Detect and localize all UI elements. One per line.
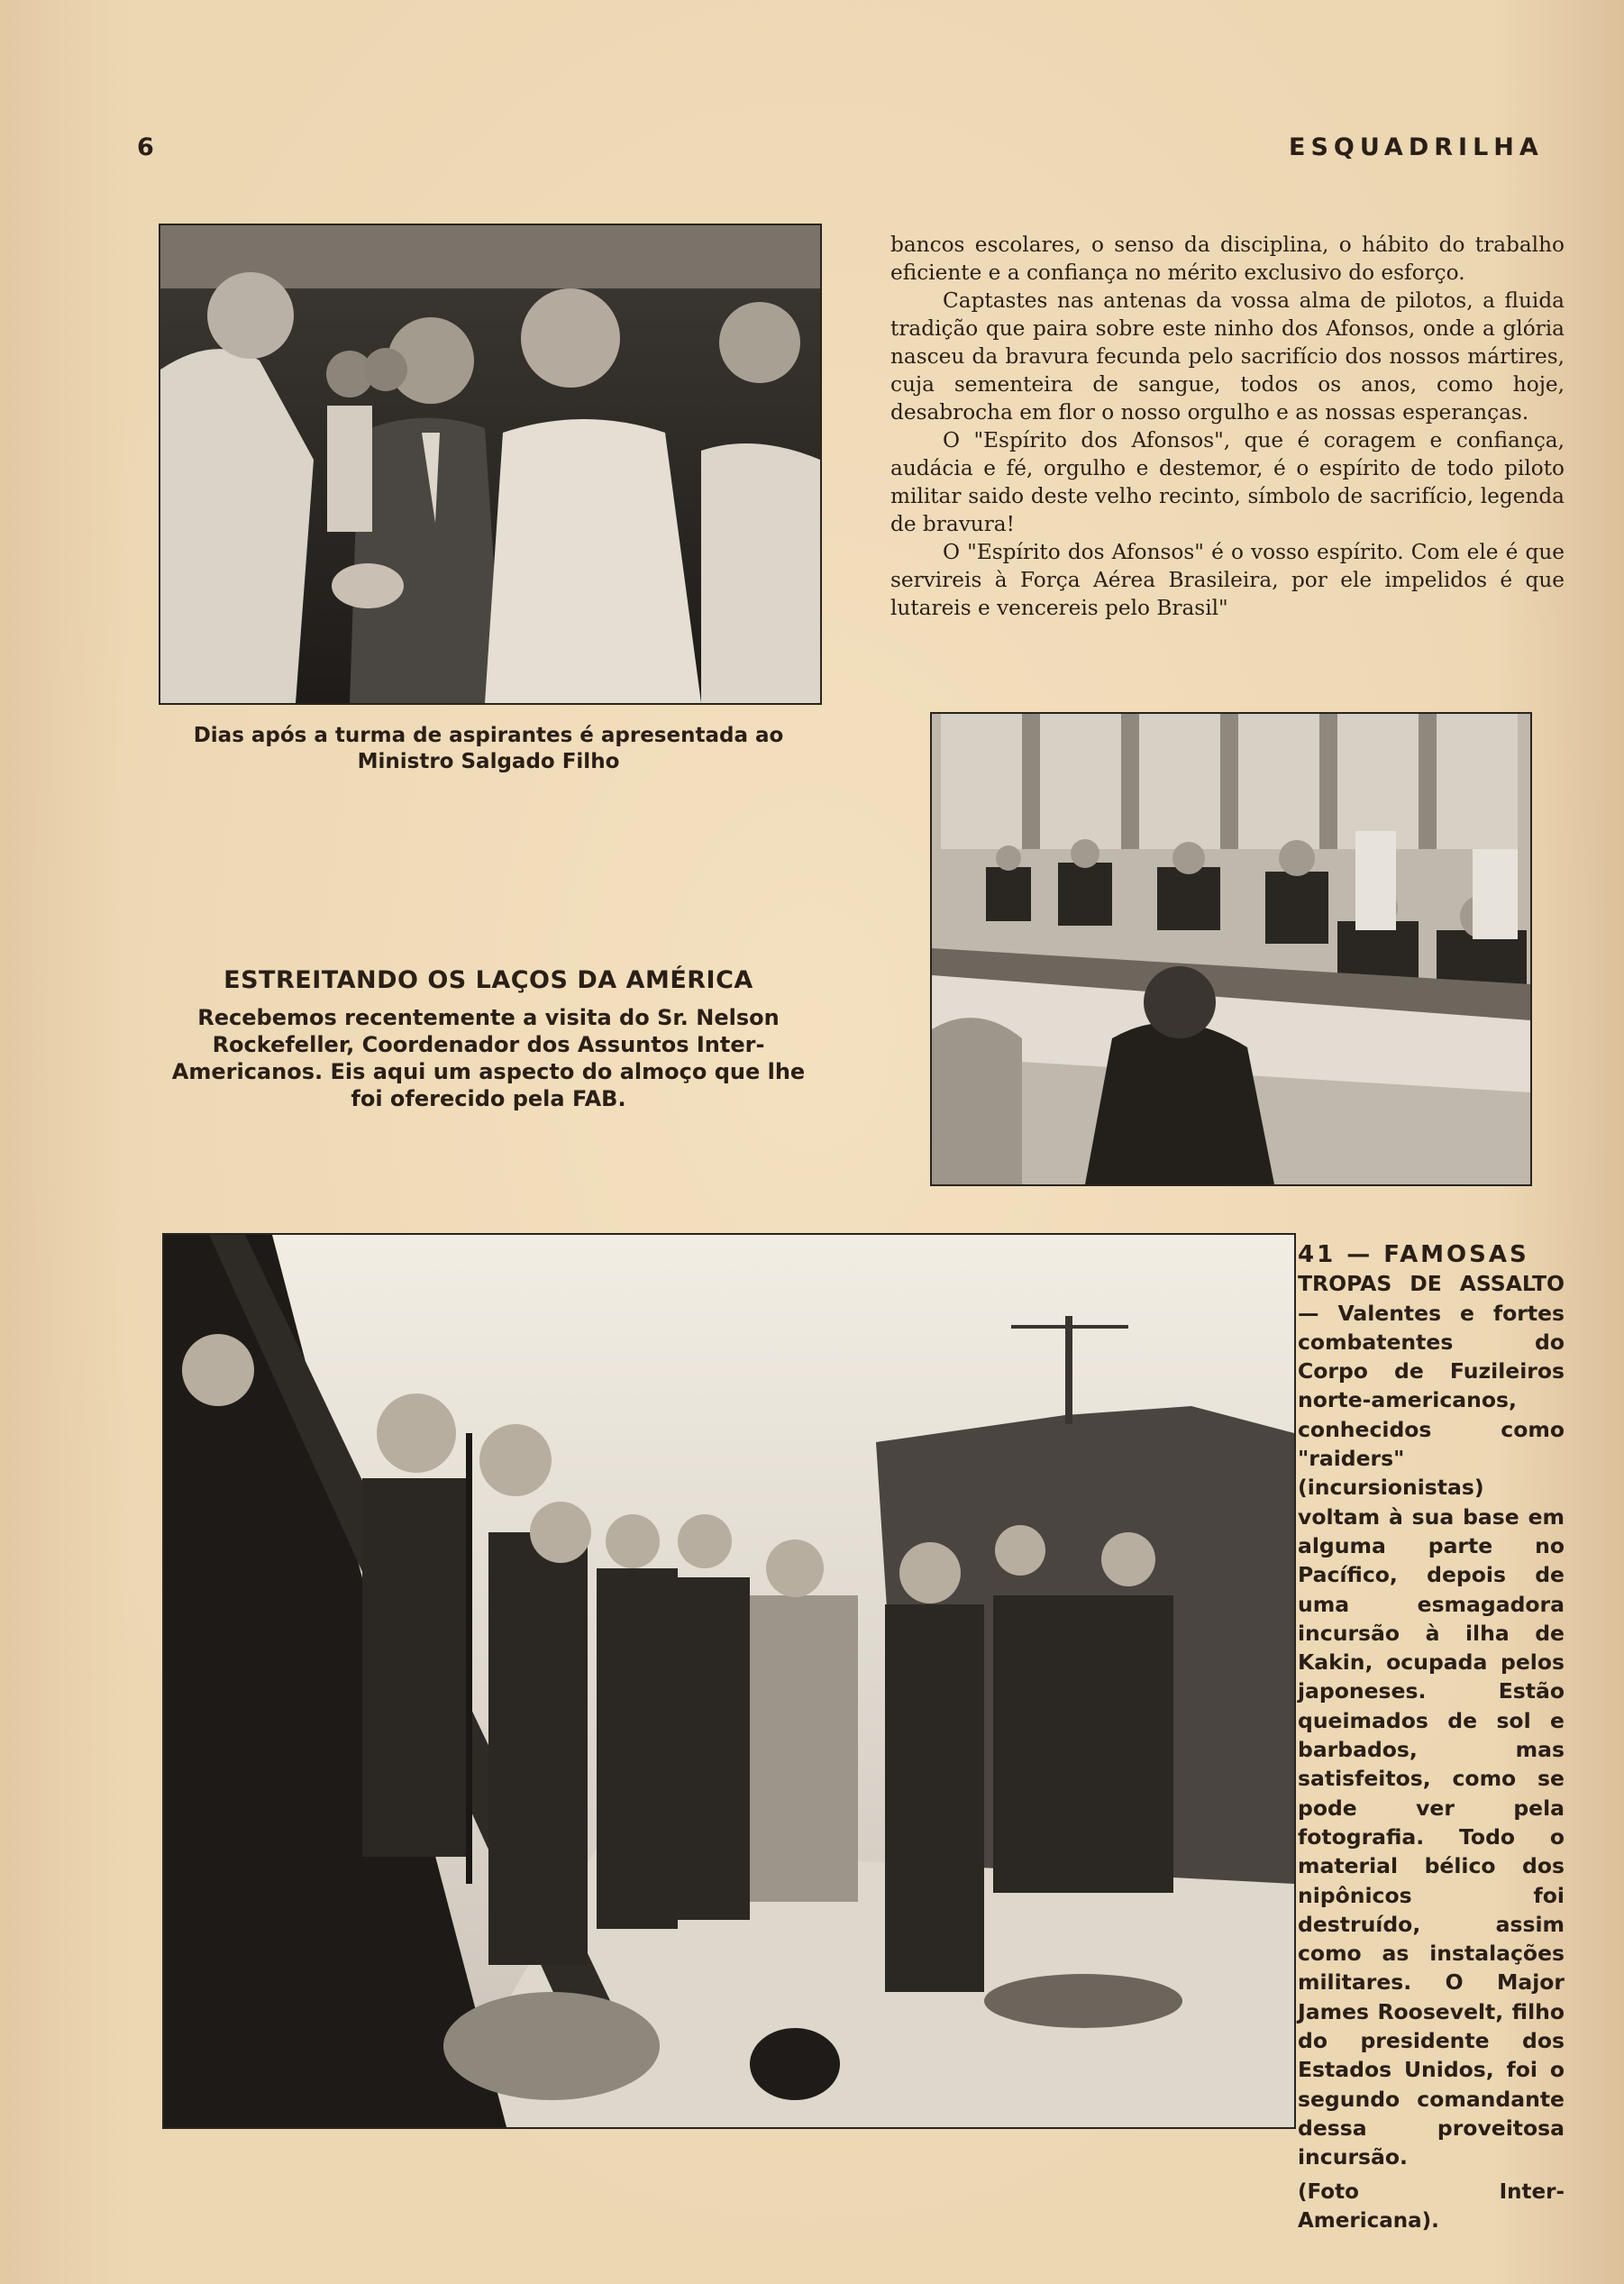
marines-caption-heading: TROPAS DE ASSALTO — (1298, 1271, 1565, 1326)
marines-caption-text: Valentes e fortes combatentes do Corpo de Fuzileiros norte-americanos, conhecidos como "raiders" (incursionistas) voltam à sua base em alguma parte no Pacífico, depois de uma esmagadora incursão à ilha de Kakin, ocupada pelos japoneses. Estão queimados de sol e barbados, mas satisfeitos, como se pode ver pela fotografia. Todo o material bélico dos nipônicos foi destruído, assim como as instalações militares. O Major James Roosevelt, filho do presidente dos Estados Unidos, foi o segundo comandante dessa proveitosa incursão. (1298, 1300, 1565, 2170)
luncheon-photo (930, 712, 1532, 1186)
article-text (890, 231, 1565, 622)
section-text: Recebemos recentemente a visita do Sr. Nelson Rockefeller, Coordenador dos Assuntos Inter-Americanos. Eis aqui um aspecto do almoço que lhe foi oferecido pela FAB. (171, 1005, 806, 1111)
ceremony-photo-caption: Dias após a turma de aspirantes é apresentada ao Ministro Salgado Filho (193, 724, 784, 773)
marines-caption (1298, 1240, 1565, 2235)
marines-photo (162, 1233, 1296, 2129)
marines-caption-lead: 41 — FAMOSAS (1298, 1241, 1529, 1268)
article-paragraph: Captastes nas antenas da vossa alma de pilotos, a fluida tradição que paira sobre este ninho dos Afonsos, onde a glória nasceu da bravura fecunda pelo sacrifício dos nossos mártires, cuja sementeira de sangue, todos os anos, como hoje, desabrocha em flor o nosso orgulho e as nossas esperanças. (890, 288, 1565, 425)
magazine-title: ESQUADRILHA (1289, 133, 1544, 161)
article-paragraph: O "Espírito dos Afonsos" é o vosso espírito. Com ele é que servireis à Força Aérea Brasileira, por ele impelidos é que lutareis e vencereis pelo Brasil" (890, 540, 1565, 620)
ceremony-photo (159, 224, 822, 705)
section-title: ESTREITANDO OS LAÇOS DA AMÉRICA (224, 966, 753, 994)
page-number: 6 (137, 133, 154, 161)
article-paragraph: bancos escolares, o senso da disciplina, o hábito do trabalho eficiente e a confiança no mérito exclusivo do esforço. (890, 233, 1565, 285)
article-paragraph: O "Espírito dos Afonsos", que é coragem e confiança, audácia e fé, orgulho e destemor, é o espírito de todo piloto militar saido deste velho recinto, símbolo de sacrifício, legenda de bravura! (890, 428, 1565, 536)
photo-credit: (Foto Inter-Americana). (1298, 2179, 1565, 2233)
